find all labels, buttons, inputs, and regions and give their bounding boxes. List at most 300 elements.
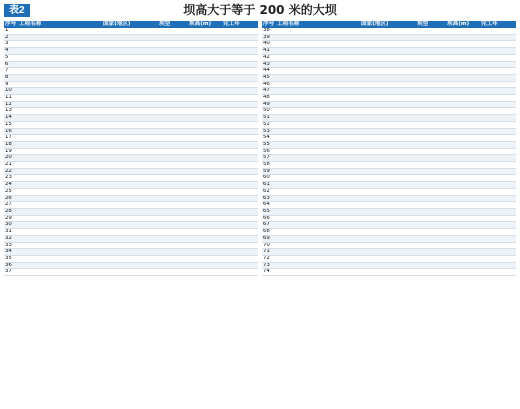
table-cell	[416, 235, 446, 242]
table-row	[4, 242, 258, 249]
table-cell: 69	[262, 235, 276, 242]
table-row	[4, 135, 258, 142]
table-cell	[360, 182, 416, 189]
table-row	[262, 54, 516, 61]
table-cell	[446, 61, 480, 68]
table-cell	[188, 168, 222, 175]
table-cell	[360, 148, 416, 155]
table-cell	[276, 101, 360, 108]
table-cell	[416, 269, 446, 276]
table-cell	[360, 74, 416, 81]
table-row	[4, 148, 258, 155]
table-cell: 10	[4, 88, 18, 95]
table-cell: 8	[4, 74, 18, 81]
table-cell: 46	[262, 81, 276, 88]
table-cell	[446, 101, 480, 108]
table-cell	[188, 121, 222, 128]
table-cell: 18	[4, 141, 18, 148]
table-cell	[158, 162, 188, 169]
table-row	[262, 262, 516, 269]
table-cell: 39	[262, 34, 276, 41]
table-cell	[18, 141, 102, 148]
table-cell	[222, 88, 258, 95]
table-cell	[188, 88, 222, 95]
table-cell	[102, 148, 158, 155]
table-cell	[102, 255, 158, 262]
table-cell	[158, 115, 188, 122]
column-header: 国家(地区)	[102, 21, 158, 28]
table-cell	[276, 34, 360, 41]
table-cell	[102, 128, 158, 135]
table-cell	[222, 68, 258, 75]
table-cell	[446, 41, 480, 48]
table-cell: 23	[4, 175, 18, 182]
table-row	[4, 54, 258, 61]
table-cell	[446, 182, 480, 189]
table-cell: 31	[4, 229, 18, 236]
table-row	[262, 168, 516, 175]
table-cell	[188, 41, 222, 48]
table-cell	[222, 61, 258, 68]
table-cell: 41	[262, 48, 276, 55]
column-header: 序号	[263, 21, 275, 27]
table-cell: 1	[4, 28, 18, 34]
table-cell: 29	[4, 215, 18, 222]
table-row	[4, 208, 258, 215]
table-cell	[360, 175, 416, 182]
table-cell	[18, 81, 102, 88]
table-cell	[416, 229, 446, 236]
dam-table-right	[262, 21, 516, 276]
table-cell	[446, 34, 480, 41]
table-cell	[102, 121, 158, 128]
table-cell: 32	[4, 235, 18, 242]
table-cell	[222, 162, 258, 169]
table-cell: 2	[4, 34, 18, 41]
table-cell	[276, 48, 360, 55]
table-cell	[360, 202, 416, 209]
table-cell: 6	[4, 61, 18, 68]
table-cell	[446, 175, 480, 182]
table-cell	[480, 74, 516, 81]
table-cell	[480, 95, 516, 102]
table-cell	[276, 255, 360, 262]
table-cell: 58	[262, 162, 276, 169]
table-cell	[222, 182, 258, 189]
table-cell	[276, 222, 360, 229]
table-row	[4, 74, 258, 81]
table-cell	[360, 269, 416, 276]
table-cell	[188, 269, 222, 276]
table-cell	[446, 262, 480, 269]
table-cell	[102, 74, 158, 81]
table-cell	[480, 141, 516, 148]
table-cell	[446, 162, 480, 169]
table-cell: 13	[4, 108, 18, 115]
table-cell	[102, 101, 158, 108]
table-cell: 57	[262, 155, 276, 162]
table-cell	[188, 249, 222, 256]
table-cell	[18, 101, 102, 108]
table-cell	[276, 115, 360, 122]
table-cell	[158, 269, 188, 276]
table-cell	[102, 135, 158, 142]
table-cell: 44	[262, 68, 276, 75]
table-row	[4, 168, 258, 175]
table-cell: 26	[4, 195, 18, 202]
table-cell	[276, 168, 360, 175]
table-cell	[158, 208, 188, 215]
table-row	[262, 215, 516, 222]
table-cell: 67	[262, 222, 276, 229]
dam-table-left	[4, 21, 258, 276]
table-cell	[446, 141, 480, 148]
column-header: 完工年	[222, 21, 258, 28]
table-cell	[158, 128, 188, 135]
table-row	[262, 34, 516, 41]
table-cell: 53	[262, 128, 276, 135]
table-cell: 36	[4, 262, 18, 269]
table-cell	[416, 61, 446, 68]
table-cell	[188, 74, 222, 81]
column-header: 坝高(m)	[446, 21, 480, 28]
table-cell	[480, 108, 516, 115]
table-cell	[360, 255, 416, 262]
table-row	[4, 229, 258, 236]
table-cell	[18, 208, 102, 215]
table-cell	[276, 249, 360, 256]
table-cell	[276, 162, 360, 169]
table-cell	[276, 242, 360, 249]
table-cell	[276, 202, 360, 209]
table-body-right	[262, 28, 516, 276]
table-cell	[18, 74, 102, 81]
table-cell	[360, 61, 416, 68]
table-cell	[360, 215, 416, 222]
table-cell	[360, 34, 416, 41]
table-cell	[276, 108, 360, 115]
table-cell	[480, 235, 516, 242]
table-label: 表2	[4, 4, 30, 17]
table-cell	[480, 208, 516, 215]
table-cell	[18, 115, 102, 122]
page-title: 坝高大于等于 200 米的大坝	[183, 3, 337, 17]
table-cell: 42	[262, 54, 276, 61]
table-cell	[416, 141, 446, 148]
table-cell	[188, 215, 222, 222]
table-cell	[360, 88, 416, 95]
table-cell	[446, 235, 480, 242]
table-cell	[480, 135, 516, 142]
table-cell	[360, 188, 416, 195]
table-cell	[446, 128, 480, 135]
table-cell: 66	[262, 215, 276, 222]
table-row	[4, 162, 258, 169]
table-row	[4, 95, 258, 102]
table-cell	[222, 108, 258, 115]
table-cell	[416, 162, 446, 169]
table-cell	[18, 41, 102, 48]
table-cell	[480, 182, 516, 189]
table-cell	[18, 162, 102, 169]
table-row	[262, 95, 516, 102]
table-cell	[480, 202, 516, 209]
table-row	[4, 101, 258, 108]
table-cell	[18, 34, 102, 41]
table-cell	[276, 269, 360, 276]
table-cell: 35	[4, 255, 18, 262]
table-cell	[480, 88, 516, 95]
table-header-row	[262, 21, 516, 28]
table-cell	[188, 48, 222, 55]
table-cell	[446, 155, 480, 162]
table-cell	[416, 95, 446, 102]
table-cell	[276, 135, 360, 142]
table-cell	[158, 195, 188, 202]
table-cell	[188, 128, 222, 135]
table-cell	[416, 101, 446, 108]
table-cell	[360, 162, 416, 169]
table-cell	[480, 34, 516, 41]
table-cell	[480, 215, 516, 222]
table-cell	[360, 208, 416, 215]
table-cell	[480, 162, 516, 169]
table-cell	[158, 182, 188, 189]
table-cell	[102, 249, 158, 256]
table-cell: 65	[262, 208, 276, 215]
table-cell	[446, 202, 480, 209]
table-row	[262, 175, 516, 182]
table-cell	[446, 95, 480, 102]
table-cell	[416, 128, 446, 135]
table-cell	[18, 262, 102, 269]
header	[4, 3, 516, 19]
table-cell: 55	[262, 141, 276, 148]
table-row	[4, 182, 258, 189]
table-cell	[102, 54, 158, 61]
table-cell: 51	[262, 115, 276, 122]
column-header: 坝型	[416, 21, 446, 28]
table-cell	[18, 242, 102, 249]
table-cell	[222, 141, 258, 148]
table-row	[4, 235, 258, 242]
table-cell	[416, 255, 446, 262]
table-cell	[188, 195, 222, 202]
table-cell: 47	[262, 88, 276, 95]
table-cell	[416, 242, 446, 249]
table-cell	[222, 148, 258, 155]
table-cell	[102, 81, 158, 88]
table-cell	[480, 195, 516, 202]
table-cell	[222, 155, 258, 162]
table-row	[4, 48, 258, 55]
table-row	[4, 81, 258, 88]
table-row	[262, 121, 516, 128]
table-row	[262, 101, 516, 108]
table-cell	[360, 141, 416, 148]
table-cell	[102, 188, 158, 195]
table-cell	[102, 229, 158, 236]
table-cell	[480, 262, 516, 269]
table-cell	[360, 108, 416, 115]
table-row	[262, 88, 516, 95]
table-row	[262, 68, 516, 75]
table-row	[4, 121, 258, 128]
table-cell: 9	[4, 81, 18, 88]
table-row	[262, 148, 516, 155]
table-cell	[222, 101, 258, 108]
table-cell	[158, 249, 188, 256]
table-row	[4, 202, 258, 209]
table-row	[4, 34, 258, 41]
table-cell	[446, 88, 480, 95]
table-cell	[188, 162, 222, 169]
table-cell: 24	[4, 182, 18, 189]
table-cell	[102, 61, 158, 68]
table-row	[262, 41, 516, 48]
table-row	[4, 141, 258, 148]
table-cell	[416, 175, 446, 182]
table-cell	[18, 155, 102, 162]
table-cell: 60	[262, 175, 276, 182]
table-cell	[102, 208, 158, 215]
table-cell: 27	[4, 202, 18, 209]
table-cell	[416, 54, 446, 61]
table-cell	[18, 61, 102, 68]
table-cell	[222, 41, 258, 48]
table-cell: 70	[262, 242, 276, 249]
table-cell	[188, 175, 222, 182]
table-cell	[222, 168, 258, 175]
table-cell	[276, 148, 360, 155]
table-row	[4, 255, 258, 262]
tables-container	[4, 21, 516, 276]
table-cell	[18, 235, 102, 242]
table-cell	[222, 34, 258, 41]
table-cell	[446, 222, 480, 229]
table-cell: 11	[4, 95, 18, 102]
table-row	[4, 115, 258, 122]
table-cell	[360, 229, 416, 236]
table-cell	[158, 95, 188, 102]
table-cell	[416, 195, 446, 202]
table-cell: 49	[262, 101, 276, 108]
table-cell	[18, 229, 102, 236]
table-cell	[102, 215, 158, 222]
table-cell	[158, 148, 188, 155]
table-cell	[480, 249, 516, 256]
table-row	[262, 162, 516, 169]
table-cell	[102, 162, 158, 169]
table-cell	[102, 115, 158, 122]
table-cell: 21	[4, 162, 18, 169]
table-cell: 71	[262, 249, 276, 256]
table-cell	[188, 155, 222, 162]
table-cell	[102, 195, 158, 202]
table-cell	[102, 95, 158, 102]
table-cell	[360, 222, 416, 229]
table-cell	[416, 182, 446, 189]
table-row	[262, 235, 516, 242]
table-row	[262, 115, 516, 122]
table-row	[262, 135, 516, 142]
table-cell	[222, 175, 258, 182]
table-cell	[276, 74, 360, 81]
table-row	[4, 269, 258, 276]
table-cell	[276, 68, 360, 75]
table-cell	[102, 222, 158, 229]
table-row	[4, 155, 258, 162]
table-row	[262, 188, 516, 195]
table-cell	[416, 208, 446, 215]
table-cell	[222, 195, 258, 202]
table-cell	[360, 68, 416, 75]
table-cell	[416, 148, 446, 155]
table-cell	[18, 108, 102, 115]
table-cell	[188, 141, 222, 148]
table-row	[262, 155, 516, 162]
table-cell	[188, 135, 222, 142]
table-cell	[102, 68, 158, 75]
table-cell	[480, 148, 516, 155]
table-cell	[222, 249, 258, 256]
table-cell	[446, 195, 480, 202]
table-cell	[416, 88, 446, 95]
table-cell	[158, 48, 188, 55]
table-row	[262, 128, 516, 135]
table-cell	[188, 54, 222, 61]
table-cell	[188, 182, 222, 189]
table-cell	[102, 262, 158, 269]
table-cell	[480, 188, 516, 195]
table-cell	[276, 61, 360, 68]
table-cell	[102, 141, 158, 148]
table-cell	[222, 115, 258, 122]
table-cell	[276, 215, 360, 222]
table-cell	[416, 168, 446, 175]
table-cell: 61	[262, 182, 276, 189]
table-cell	[360, 41, 416, 48]
table-cell	[416, 202, 446, 209]
table-cell	[446, 121, 480, 128]
table-cell	[188, 235, 222, 242]
table-cell	[222, 48, 258, 55]
table-cell	[480, 269, 516, 276]
table-cell	[158, 255, 188, 262]
table-cell	[360, 48, 416, 55]
table-cell	[188, 222, 222, 229]
table-cell	[222, 81, 258, 88]
table-cell	[276, 155, 360, 162]
table-cell	[446, 229, 480, 236]
table-cell	[276, 81, 360, 88]
table-cell	[18, 48, 102, 55]
table-cell: 43	[262, 61, 276, 68]
table-cell	[276, 95, 360, 102]
table-cell	[360, 54, 416, 61]
column-header: 坝型	[158, 21, 188, 28]
table-cell	[446, 255, 480, 262]
table-cell	[222, 135, 258, 142]
table-cell	[222, 222, 258, 229]
table-cell	[102, 108, 158, 115]
table-cell	[480, 81, 516, 88]
table-cell	[158, 108, 188, 115]
table-cell	[18, 195, 102, 202]
table-cell	[416, 74, 446, 81]
table-cell	[158, 54, 188, 61]
table-cell	[222, 54, 258, 61]
